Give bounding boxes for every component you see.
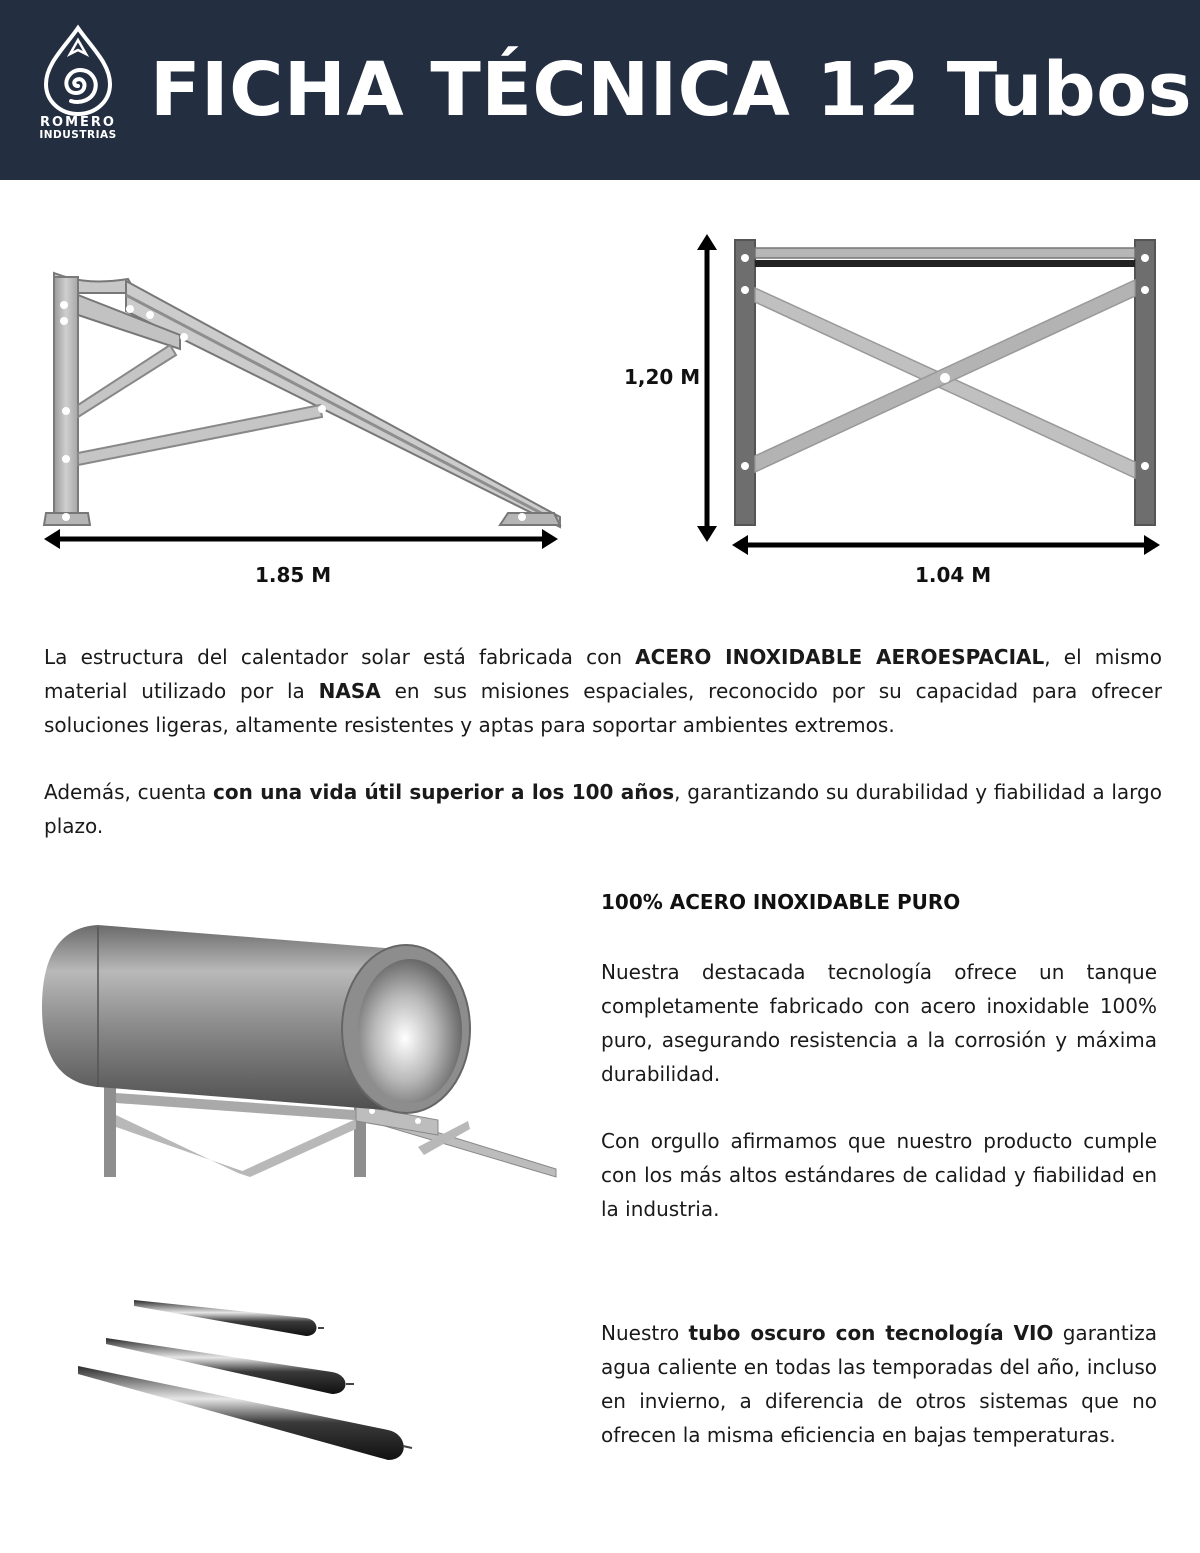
tube-p-text-c: garantiza agua caliente en todas las temporadas del año, incluso en invierno, a diferencia de otros sistemas que no ofrecen la misma eficiencia en bajas temperaturas. — [601, 1321, 1157, 1447]
intro-p2-bold-lifespan: con una vida útil superior a los 100 años — [213, 780, 675, 804]
tube-p-bold-vio: tubo oscuro con tecnología VIO — [688, 1321, 1054, 1345]
side-width-label: 1.85 M — [255, 563, 332, 587]
side-view-frame-drawing — [30, 255, 575, 560]
tube-p-text-a: Nuestro — [601, 1321, 689, 1345]
front-width-label: 1.04 M — [915, 563, 992, 587]
page-title: FICHA TÉCNICA 12 Tubos — [150, 47, 1193, 133]
intro-paragraph-2 — [44, 775, 1162, 843]
tube-paragraph — [601, 1316, 1157, 1452]
intro-p1-text-a: La estructura del calentador solar está fabricada con — [44, 645, 636, 669]
intro-p1-bold-nasa: NASA — [318, 679, 381, 703]
front-height-label: 1,20 M — [624, 365, 701, 389]
stainless-tank-drawing — [38, 915, 558, 1180]
logo-line-1: ROMERO — [40, 115, 116, 130]
intro-p1-bold-steel: ACERO INOXIDABLE AEROESPACIAL — [635, 645, 1045, 669]
drop-spiral-icon — [28, 22, 128, 118]
front-view-frame-drawing — [690, 230, 1170, 560]
header-bar — [0, 0, 1200, 180]
intro-p1-text-e: en sus misiones espaciales, reconocido por su capacidad para ofrecer soluciones ligeras, altamente resistentes y aptas para soportar ambientes extremos. — [44, 679, 1162, 737]
vacuum-tubes-drawing — [70, 1290, 420, 1490]
intro-paragraph-1 — [44, 640, 1162, 742]
logo-line-2: INDUSTRIAS — [39, 129, 117, 141]
intro-p1-text-c: , el mismo material utilizado por la — [44, 645, 1162, 703]
tank-paragraph-1: Nuestra destacada tecnología ofrece un tanque completamente fabricado con acero inoxidable 100% puro, asegurando resistencia a la corrosión y máxima durabilidad. — [601, 960, 1157, 1086]
tank-section-heading: 100% ACERO INOXIDABLE PURO — [601, 890, 961, 914]
logo-text — [28, 116, 128, 142]
intro-p2-text-a: Además, cuenta — [44, 780, 214, 804]
intro-p2-text-c: , garantizando su durabilidad y fiabilidad a largo plazo. — [44, 780, 1162, 838]
romero-industrias-logo — [28, 22, 128, 152]
tank-paragraph-2: Con orgullo afirmamos que nuestro producto cumple con los más altos estándares de calidad y fiabilidad en la industria. — [601, 1129, 1157, 1221]
